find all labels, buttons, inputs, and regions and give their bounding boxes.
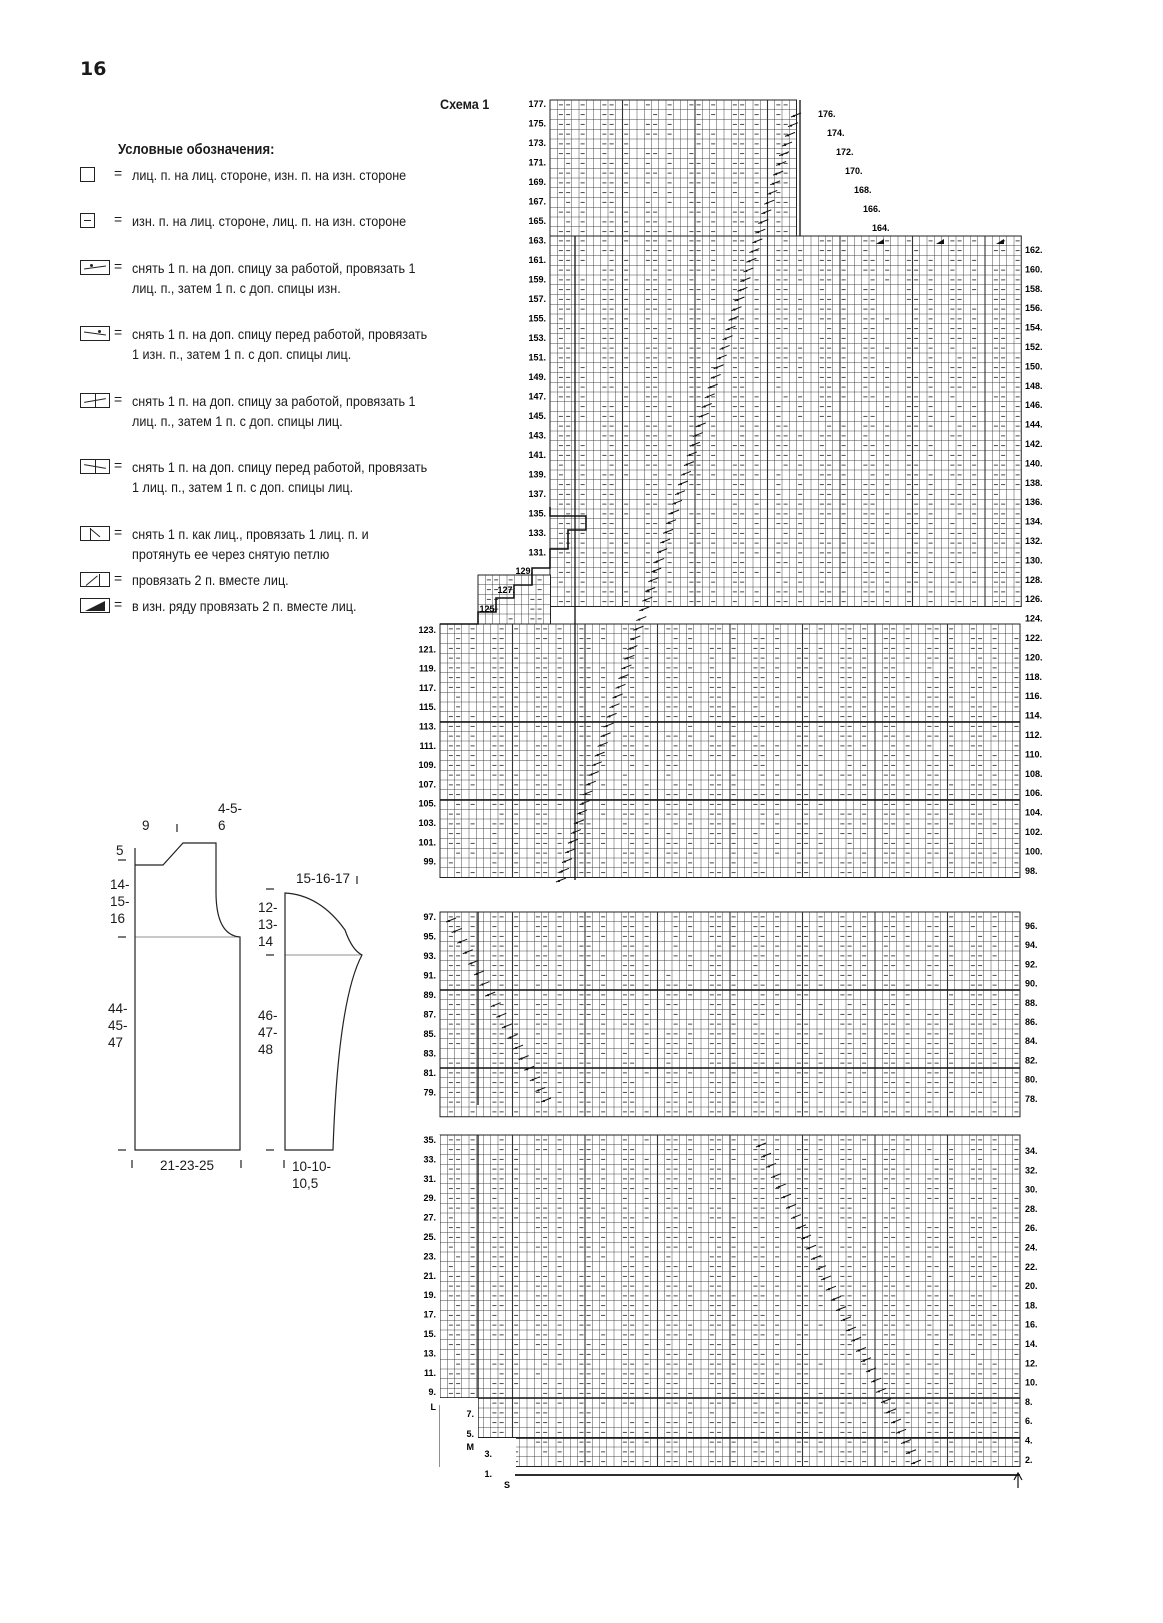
body-top-width: 9 <box>142 818 150 833</box>
legend-text: снять 1 п. как лиц., провязать 1 лиц. п. и протянуть ее через снятую петлю <box>132 526 369 562</box>
legend-text: снять 1 п. на доп. спицу за работой, провязать 1 лиц. п., затем 1 п. с доп. спицы лиц. <box>132 393 416 429</box>
body-bottom-width: 21-23-25 <box>160 1158 215 1173</box>
legend-title: Условные обозначения: <box>118 142 275 158</box>
body-neck-depth: 5 <box>116 843 124 858</box>
page-number: 16 <box>80 58 107 80</box>
sleeve-length: 46- 47- 48 <box>258 1008 278 1057</box>
chart-title: Схема 1 <box>440 96 490 112</box>
legend-text: в изн. ряду провязать 2 п. вместе лиц. <box>132 598 357 614</box>
legend-text: снять 1 п. на доп. спицу перед работой, провязать 1 лиц. п., затем 1 п. с доп. спицы лиц. <box>132 459 428 495</box>
legend-text: снять 1 п. на доп. спицу перед работой, провязать 1 изн. п., затем 1 п. с доп. спицы лиц. <box>132 326 428 362</box>
body-shoulder: 4-5- 6 <box>218 801 243 833</box>
legend-text: лиц. п. на лиц. стороне, изн. п. на изн. стороне <box>132 167 407 183</box>
sleeve-cap-height: 12- 13- 14 <box>258 900 278 949</box>
legend-text: изн. п. на лиц. стороне, лиц. п. на изн. стороне <box>132 213 407 229</box>
sleeve-top-width: 15-16-17 <box>296 871 351 886</box>
legend-text: провязать 2 п. вместе лиц. <box>132 572 289 588</box>
body-armhole: 14- 15- 16 <box>110 877 130 926</box>
legend-text: снять 1 п. на доп. спицу за работой, провязать 1 лиц. п., затем 1 п. с доп. спицы изн. <box>132 260 416 296</box>
sleeve-bottom-width: 10-10- 10,5 <box>292 1159 332 1191</box>
body-length: 44- 45- 47 <box>108 1001 128 1050</box>
